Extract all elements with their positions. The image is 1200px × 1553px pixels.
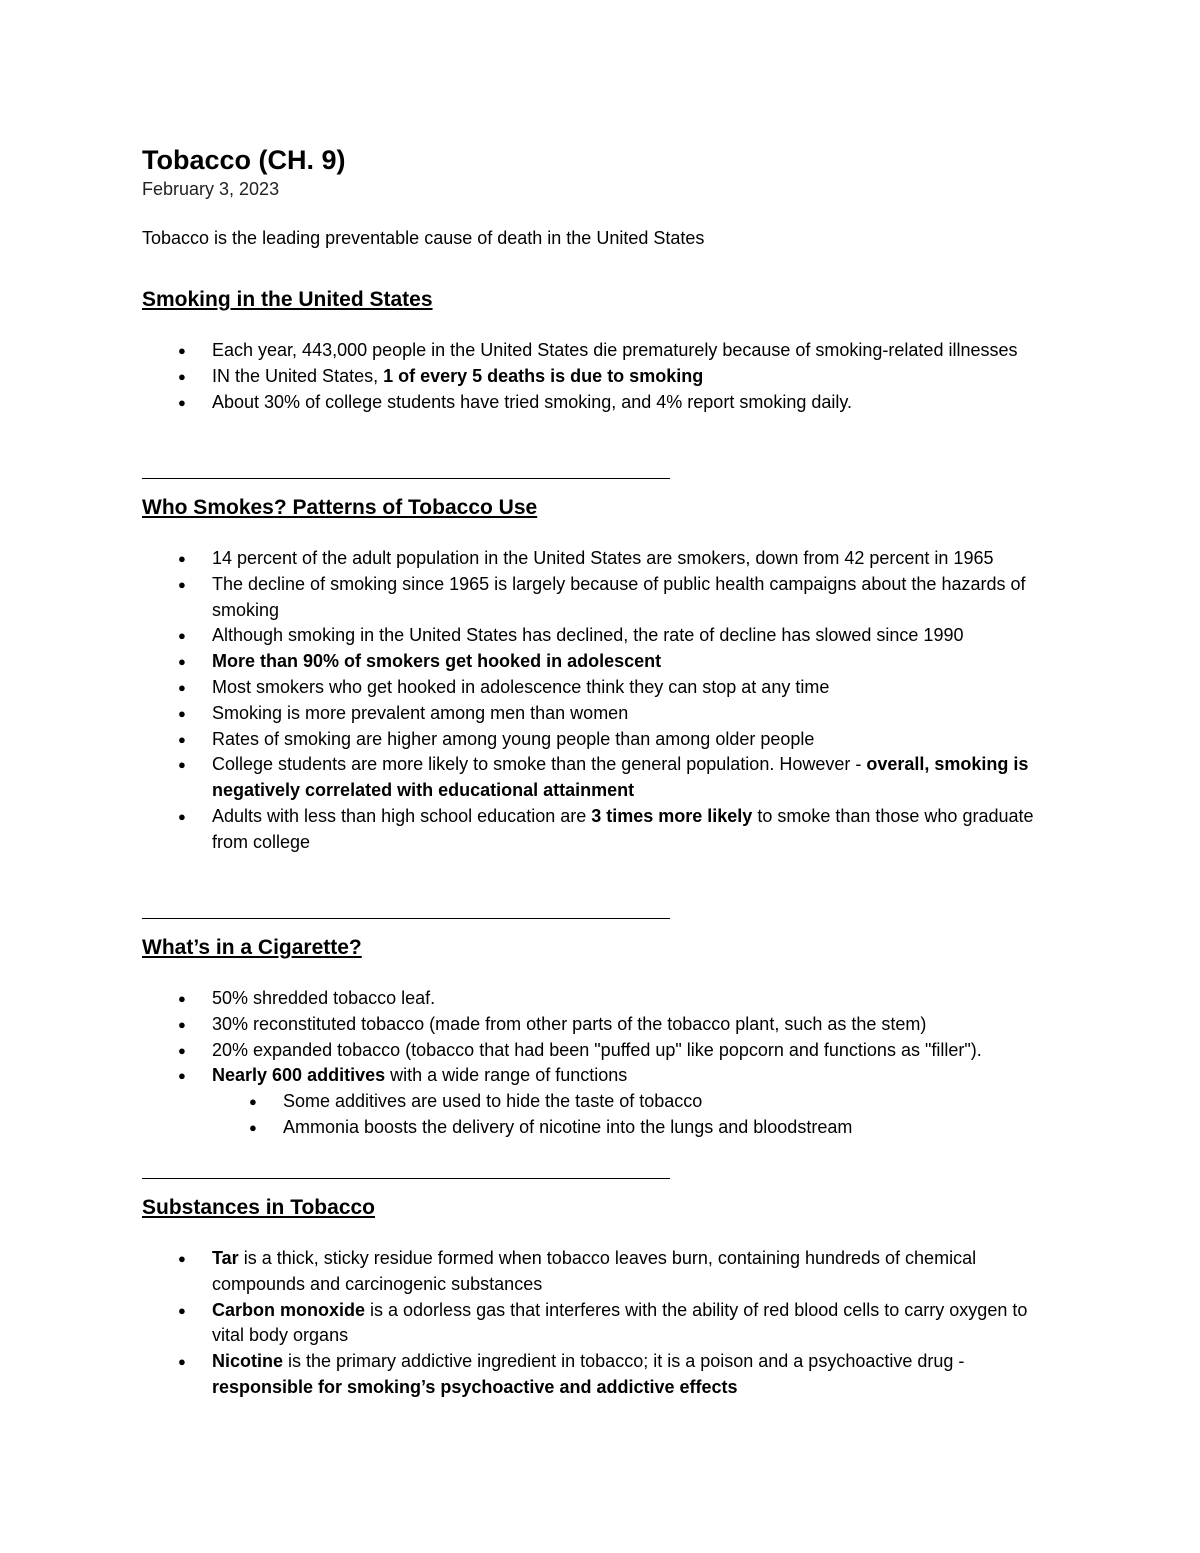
list-item: ● Carbon monoxide is a odorless gas that interferes with the ability of red blood cells to carry oxygen to vital body organs bbox=[178, 1299, 1028, 1346]
list-item: ● IN the United States, 1 of every 5 deaths is due to smoking bbox=[142, 364, 1062, 390]
bullet-icon: ● bbox=[249, 1094, 257, 1110]
list-item: ● College students are more likely to smoke than the general population. However - overall, smoking is negatively correlated with educational attainment bbox=[178, 754, 1029, 801]
list-item: ● Nicotine is the primary addictive ingredient in tobacco; it is a poison and a psychoactive drug - responsible for smoking’s psychoactive and addictive effects bbox=[178, 1351, 965, 1397]
bullet-icon: ● bbox=[178, 1016, 186, 1032]
list-item: ● Nearly 600 additives with a wide range of functions bbox=[142, 1063, 1062, 1089]
bullet-icon: ● bbox=[178, 757, 186, 773]
bullet-icon: ● bbox=[178, 679, 186, 695]
bullet-icon: ● bbox=[178, 808, 186, 824]
section-heading: Who Smokes? Patterns of Tobacco Use bbox=[142, 496, 538, 519]
list-item: ● The decline of smoking since 1965 is largely because of public health campaigns about the hazards of smoking bbox=[178, 573, 1026, 620]
bullet-icon: ● bbox=[178, 991, 186, 1006]
section-heading: Substances in Tobacco bbox=[142, 1196, 375, 1219]
bullet-list bbox=[142, 546, 1062, 856]
bullet-list bbox=[142, 1246, 1062, 1401]
bullet-list bbox=[142, 338, 1062, 415]
bullet-icon: ● bbox=[249, 1119, 257, 1135]
list-item: ● About 30% of college students have tried smoking, and 4% report smoking daily. bbox=[142, 390, 1062, 416]
bullet-icon: ● bbox=[178, 394, 186, 410]
bullet-icon: ● bbox=[178, 731, 186, 747]
bullet-icon: ● bbox=[178, 343, 186, 358]
list-item: ● Each year, 443,000 people in the United States die prematurely because of smoking-related illnesses bbox=[142, 338, 1062, 364]
section-smoking-us bbox=[142, 286, 1062, 415]
section-divider bbox=[142, 478, 670, 479]
bullet-icon: ● bbox=[178, 551, 186, 566]
document-header bbox=[142, 143, 1062, 250]
section-divider bbox=[142, 1178, 670, 1179]
document-date: February 3, 2023 bbox=[142, 179, 280, 199]
section-heading: What’s in a Cigarette? bbox=[142, 936, 362, 959]
list-item: ● Smoking is more prevalent among men than women bbox=[142, 701, 1062, 727]
nested-bullet-list bbox=[213, 1089, 1062, 1141]
list-item: ● 50% shredded tobacco leaf. bbox=[142, 986, 1062, 1012]
intro-paragraph: Tobacco is the leading preventable cause of death in the United States bbox=[142, 228, 705, 248]
list-item: ● Tar is a thick, sticky residue formed when tobacco leaves burn, containing hundreds of chemical compounds and carcinogenic substances bbox=[178, 1248, 977, 1294]
list-item: ● Rates of smoking are higher among young people than among older people bbox=[142, 727, 1062, 753]
bullet-icon: ● bbox=[178, 654, 186, 670]
list-item: ● 20% expanded tobacco (tobacco that had been "puffed up" like popcorn and functions as "filler"). bbox=[142, 1038, 1062, 1064]
page-title: Tobacco (CH. 9) bbox=[142, 145, 346, 175]
bullet-icon: ● bbox=[178, 705, 186, 721]
section-divider bbox=[142, 918, 670, 919]
list-item: ● Most smokers who get hooked in adolescence think they can stop at any time bbox=[142, 675, 1062, 701]
bullet-icon: ● bbox=[178, 1068, 186, 1084]
bullet-icon: ● bbox=[178, 1042, 186, 1058]
list-item: ● Although smoking in the United States has declined, the rate of decline has slowed since 1990 bbox=[142, 623, 1062, 649]
list-item: ● Ammonia boosts the delivery of nicotine into the lungs and bloodstream bbox=[213, 1115, 1062, 1141]
section-heading: Smoking in the United States bbox=[142, 288, 433, 311]
bullet-icon: ● bbox=[178, 1251, 186, 1266]
section-who-smokes bbox=[142, 494, 1062, 856]
bullet-icon: ● bbox=[178, 576, 186, 592]
list-item: ● 30% reconstituted tobacco (made from other parts of the tobacco plant, such as the stem) bbox=[142, 1012, 1062, 1038]
list-item: ● Some additives are used to hide the taste of tobacco bbox=[213, 1089, 1062, 1115]
bullet-icon: ● bbox=[178, 1354, 186, 1370]
bullet-icon: ● bbox=[178, 368, 186, 384]
section-whats-in-cigarette bbox=[142, 934, 1062, 1141]
list-item: ● More than 90% of smokers get hooked in adolescent bbox=[142, 649, 1062, 675]
bullet-list bbox=[142, 986, 1062, 1089]
section-substances bbox=[142, 1194, 1062, 1401]
bullet-icon: ● bbox=[178, 628, 186, 644]
list-item: ● 14 percent of the adult population in the United States are smokers, down from 42 percent in 1965 bbox=[142, 546, 1062, 572]
list-item: ● Adults with less than high school education are 3 times more likely to smoke than those who graduate from college bbox=[178, 805, 1034, 852]
bullet-icon: ● bbox=[178, 1302, 186, 1318]
